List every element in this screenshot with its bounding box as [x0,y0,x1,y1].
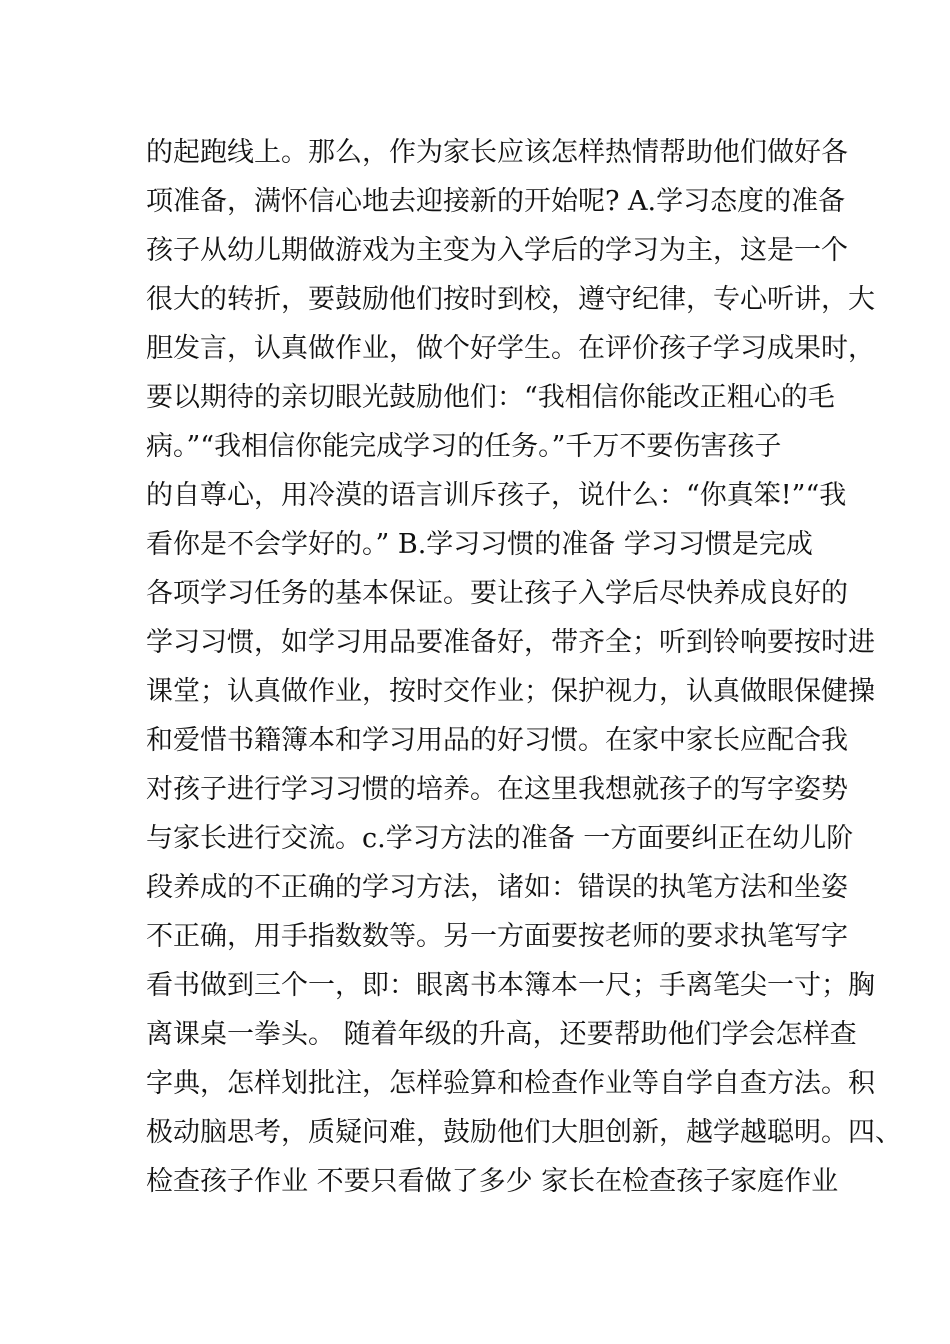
text-line-7: 病。”“我相信你能完成学习的任务。”千万不要伤害孩子 [146,431,782,462]
text-line-3: 孩子从幼儿期做游戏为主变为入学后的学习为主，这是一个 [146,235,848,266]
text-line-18: 看书做到三个一，即：眼离书本簿本一尺；手离笔尖一寸；胸 [146,970,875,1001]
text-line-20: 字典，怎样划批注，怎样验算和检查作业等自学自查方法。积 [146,1068,875,1099]
text-line-14: 对孩子进行学习习惯的培养。在这里我想就孩子的写字姿势 [146,774,848,805]
text-line-21: 极动脑思考，质疑问难，鼓励他们大胆创新，越学越聪明。四、 [146,1117,902,1148]
text-line-11: 学习习惯，如学习用品要准备好，带齐全；听到铃响要按时进 [146,627,875,658]
text-line-10: 各项学习任务的基本保证。要让孩子入学后尽快养成良好的 [146,578,848,609]
text-line-9: 看你是不会学好的。” B.学习习惯的准备 学习习惯是完成 [146,529,813,560]
text-line-19: 离课桌一拳头。 随着年级的升高，还要帮助他们学会怎样查 [146,1019,857,1050]
text-line-17: 不正确，用手指数数等。另一方面要按老师的要求执笔写字 [146,921,848,952]
text-line-2: 项准备，满怀信心地去迎接新的开始呢? A.学习态度的准备 [146,186,846,217]
text-line-6: 要以期待的亲切眼光鼓励他们：“我相信你能改正粗心的毛 [146,382,835,413]
text-line-8: 的自尊心，用冷漠的语言训斥孩子，说什么：“你真笨!”“我 [146,480,847,511]
body-text [146,128,902,1206]
text-line-4: 很大的转折，要鼓励他们按时到校，遵守纪律，专心听讲，大 [146,284,875,315]
text-line-12: 课堂；认真做作业，按时交作业；保护视力，认真做眼保健操 [146,676,875,707]
text-line-16: 段养成的不正确的学习方法，诸如：错误的执笔方法和坐姿 [146,872,848,903]
text-line-15: 与家长进行交流。c.学习方法的准备 一方面要纠正在幼儿阶 [146,823,854,854]
text-line-13: 和爱惜书籍簿本和学习用品的好习惯。在家中家长应配合我 [146,725,848,756]
text-line-1: 的起跑线上。那么，作为家长应该怎样热情帮助他们做好各 [146,137,848,168]
text-line-5: 胆发言，认真做作业，做个好学生。在评价孩子学习成果时， [146,333,875,364]
text-line-22: 检查孩子作业 不要只看做了多少 家长在检查孩子家庭作业 [146,1166,839,1197]
